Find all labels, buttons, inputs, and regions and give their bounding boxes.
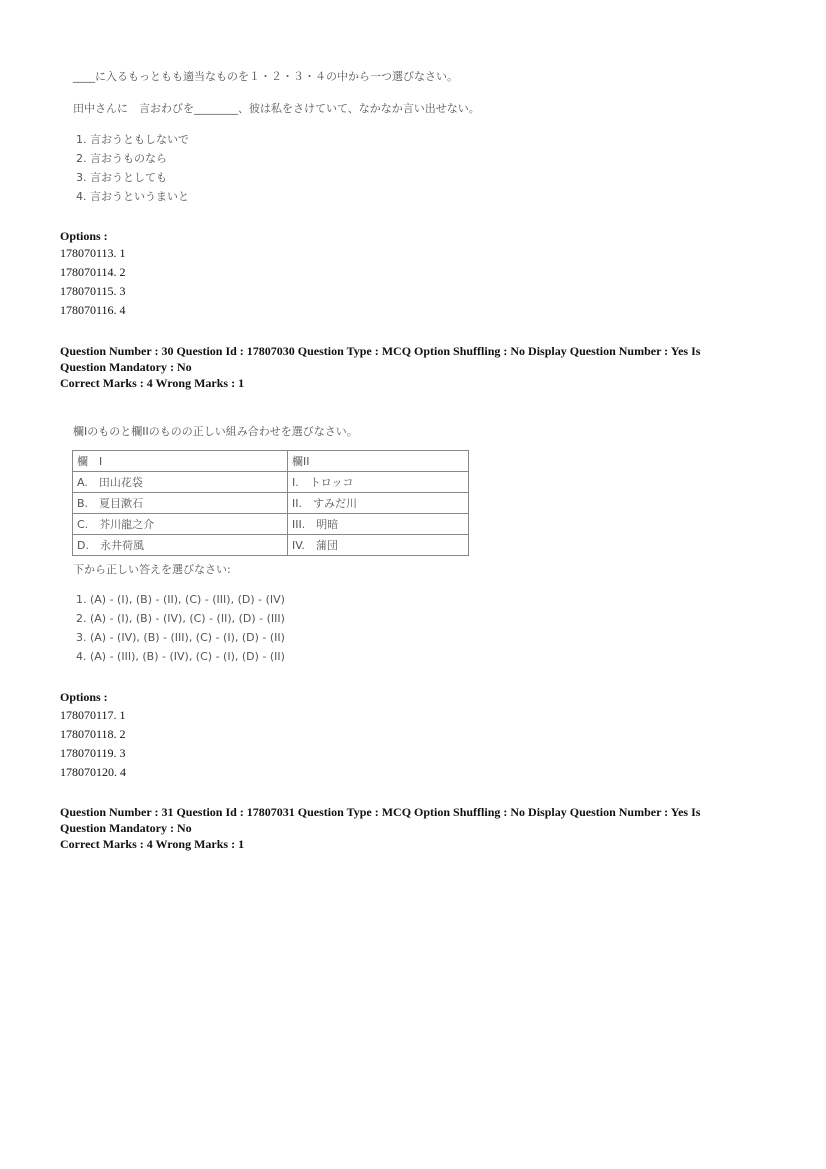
table-cell: A. 田山花袋	[73, 472, 288, 493]
q30-option-4: 178070120. 4	[60, 765, 126, 779]
q30-option-1: 178070117. 1	[60, 708, 126, 722]
table-cell: B. 夏目漱石	[73, 493, 288, 514]
q30-choice-4: 4. (A) - (III), (B) - (IV), (C) - (I), (D) - (II)	[76, 650, 285, 663]
table-row	[73, 472, 469, 493]
q30-options-label: Options :	[60, 690, 108, 704]
q29-options-label: Options :	[60, 229, 108, 243]
q29-sentence: 田中さんに 言おわびを________、彼は私をさけていて、なかなか言い出せない。	[73, 102, 480, 115]
table-cell: II. すみだ川	[288, 493, 469, 514]
q30-header-line2: Question Mandatory : No	[60, 360, 192, 374]
q31-header-line1: Question Number : 31 Question Id : 17807031 Question Type : MCQ Option Shuffling : No Display Question Number : Yes Is	[60, 805, 701, 819]
q30-choice-2: 2. (A) - (I), (B) - (IV), (C) - (II), (D) - (III)	[76, 612, 285, 625]
q29-option-3: 178070115. 3	[60, 284, 126, 298]
table-cell: C. 芥川龍之介	[73, 514, 288, 535]
q30-prompt: 下から正しい答えを選びなさい:	[73, 563, 231, 576]
q30-instruction: 欄Iのものと欄IIのものの正しい組み合わせを選びなさい。	[73, 425, 358, 438]
table-cell: III. 明暗	[288, 514, 469, 535]
q30-matching-table	[72, 450, 469, 556]
table-row	[73, 514, 469, 535]
q29-instruction: ____に入るもっともも適当なものを１・２・３・４の中から一つ選びなさい。	[73, 70, 458, 83]
q30-choice-3: 3. (A) - (IV), (B) - (III), (C) - (I), (D) - (II)	[76, 631, 285, 644]
q29-option-2: 178070114. 2	[60, 265, 126, 279]
table-cell: D. 永井荷風	[73, 535, 288, 556]
q30-choice-1: 1. (A) - (I), (B) - (II), (C) - (III), (D) - (IV)	[76, 593, 285, 606]
q31-header	[60, 804, 760, 852]
table-row	[73, 493, 469, 514]
table-cell: I. トロッコ	[288, 472, 469, 493]
q29-choice-2: 2. 言おうものなら	[76, 152, 167, 165]
table-header-row	[73, 451, 469, 472]
q30-header-line1: Question Number : 30 Question Id : 17807030 Question Type : MCQ Option Shuffling : No Display Question Number : Yes Is	[60, 344, 701, 358]
q29-option-1: 178070113. 1	[60, 246, 126, 260]
table-header-col1: 欄 I	[73, 451, 288, 472]
table-row	[73, 535, 469, 556]
q31-header-line2: Question Mandatory : No	[60, 821, 192, 835]
q30-option-3: 178070119. 3	[60, 746, 126, 760]
table-cell: IV. 蒲団	[288, 535, 469, 556]
table-header-col2: 欄II	[288, 451, 469, 472]
q31-header-line3: Correct Marks : 4 Wrong Marks : 1	[60, 837, 245, 851]
q29-choice-1: 1. 言おうともしないで	[76, 133, 189, 146]
q30-option-2: 178070118. 2	[60, 727, 126, 741]
q29-choice-4: 4. 言おうというまいと	[76, 190, 189, 203]
q29-choice-3: 3. 言おうとしても	[76, 171, 167, 184]
q30-header-line3: Correct Marks : 4 Wrong Marks : 1	[60, 376, 245, 390]
q29-option-4: 178070116. 4	[60, 303, 126, 317]
q30-header	[60, 343, 760, 391]
